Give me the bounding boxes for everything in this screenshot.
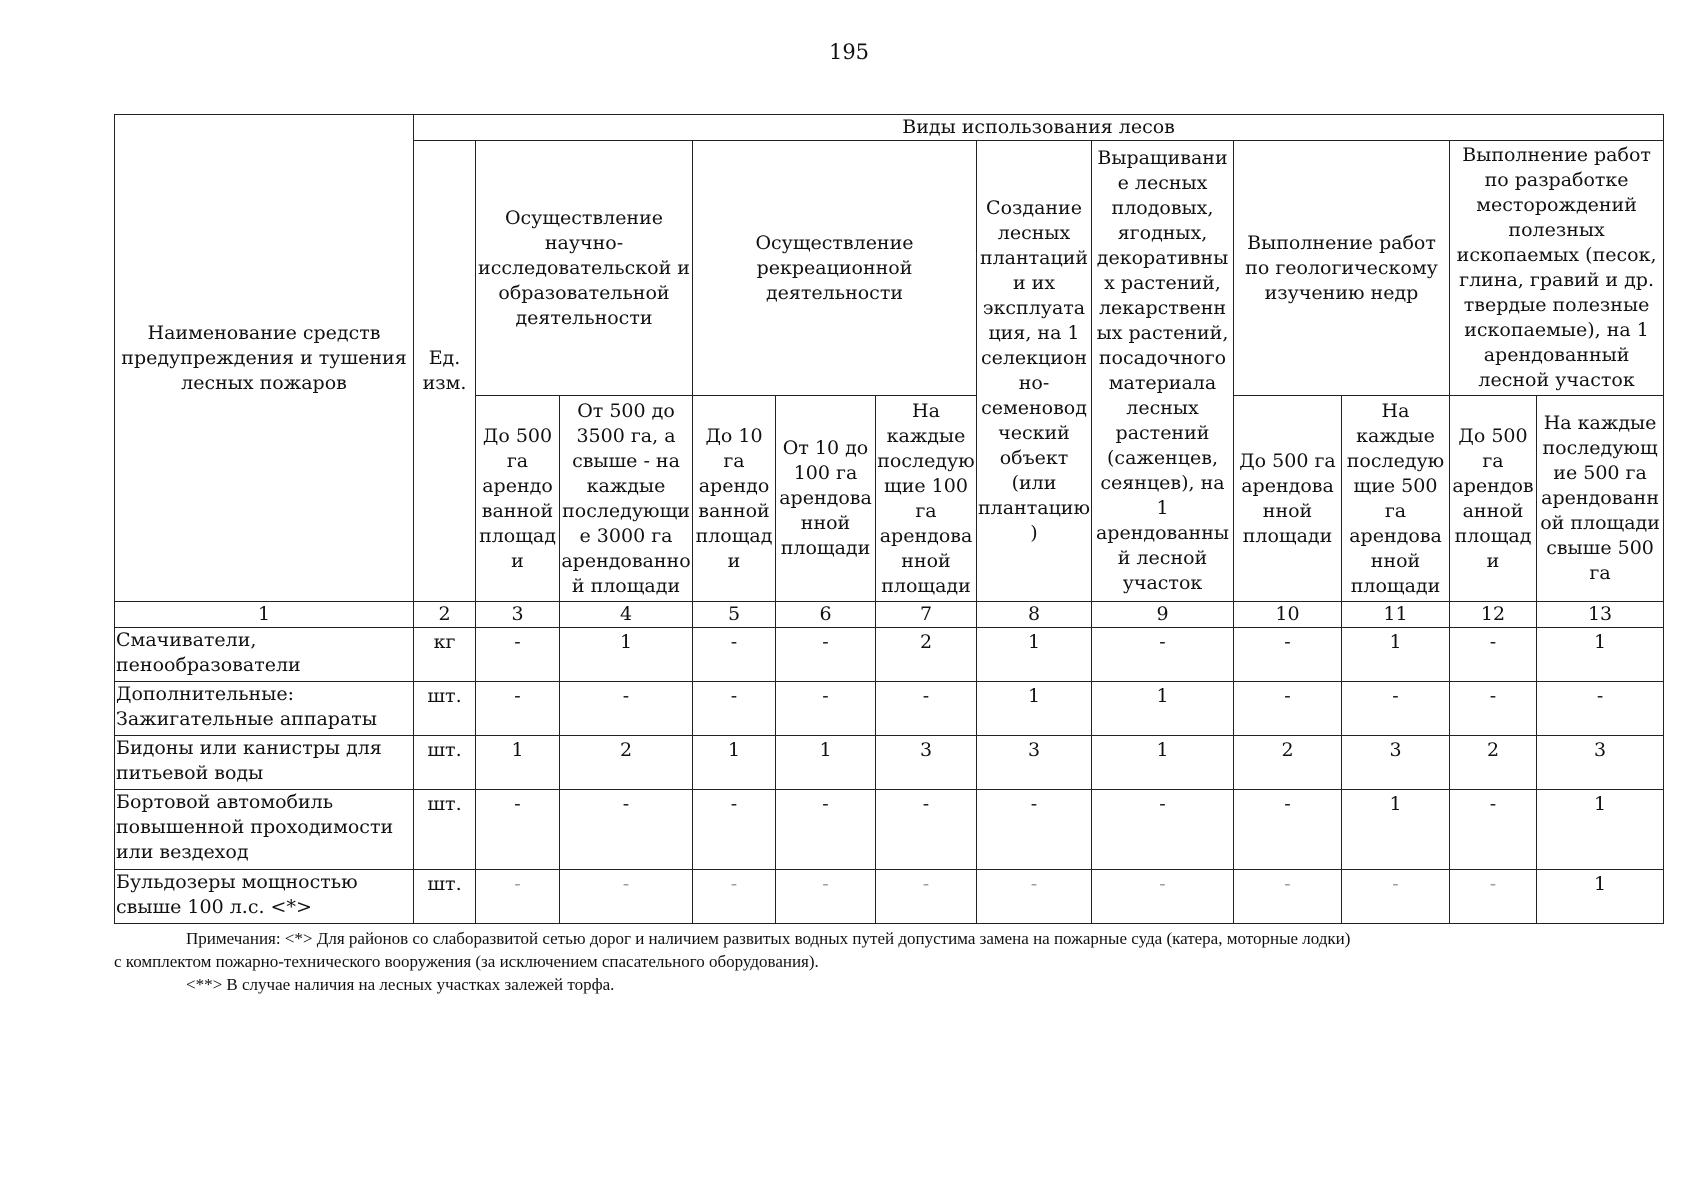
header-group-title: Виды использования лесов xyxy=(414,115,1664,141)
table-cell: - xyxy=(476,682,560,736)
table-cell: 1 xyxy=(776,736,876,790)
row-unit: шт. xyxy=(414,870,476,924)
table-cell: - xyxy=(776,790,876,870)
table-cell: - xyxy=(560,790,693,870)
column-number: 11 xyxy=(1342,602,1450,628)
table-cell: - xyxy=(560,682,693,736)
column-number: 12 xyxy=(1450,602,1537,628)
table-cell: 1 xyxy=(693,736,776,790)
row-name: Смачиватели, пенообразователи xyxy=(115,628,414,682)
table-cell: - xyxy=(876,790,977,870)
table-cell: - xyxy=(776,682,876,736)
table-cell: - xyxy=(1092,870,1234,924)
header-subcol: До 500 га арендованной площади xyxy=(476,396,560,602)
header-subcol: От 10 до 100 га арендованной площади xyxy=(776,396,876,602)
table-cell: 1 xyxy=(977,682,1092,736)
column-number: 8 xyxy=(977,602,1092,628)
table-cell: 3 xyxy=(1537,736,1664,790)
table-cell: - xyxy=(476,870,560,924)
table-cell: 3 xyxy=(1342,736,1450,790)
table-cell: 1 xyxy=(1537,870,1664,924)
header-subcol: От 500 до 3500 га, а свыше - на каждые последующие 3000 га арендованной площади xyxy=(560,396,693,602)
table-row xyxy=(115,870,1664,924)
column-number: 6 xyxy=(776,602,876,628)
table-cell: 1 xyxy=(1092,682,1234,736)
table-cell: - xyxy=(1342,870,1450,924)
column-number: 3 xyxy=(476,602,560,628)
table-cell: - xyxy=(977,870,1092,924)
header-col-unit: Ед. изм. xyxy=(414,141,476,602)
row-unit: кг xyxy=(414,628,476,682)
table-cell: 1 xyxy=(1537,790,1664,870)
table-cell: - xyxy=(1234,870,1342,924)
header-subcol: До 10 га арендованной площади xyxy=(693,396,776,602)
table-cell: - xyxy=(876,870,977,924)
table-cell: - xyxy=(1092,628,1234,682)
header-group-recreation: Осуществление рекреационной деятельности xyxy=(693,141,977,396)
notes-section xyxy=(114,927,1663,996)
table-row xyxy=(115,736,1664,790)
header-subcol: На каждые последующие 500 га арендованной площади свыше 500 га xyxy=(1537,396,1664,602)
table-cell: - xyxy=(1450,870,1537,924)
table-cell: 1 xyxy=(1342,628,1450,682)
table-cell: - xyxy=(476,628,560,682)
table-cell: - xyxy=(1092,790,1234,870)
table-cell: - xyxy=(1537,682,1664,736)
row-unit: шт. xyxy=(414,736,476,790)
table-row xyxy=(115,790,1664,870)
column-number: 1 xyxy=(115,602,414,628)
table-cell: 1 xyxy=(476,736,560,790)
column-number: 7 xyxy=(876,602,977,628)
table-row xyxy=(115,682,1664,736)
note-1-continuation: с комплектом пожарно-технического вооружения (за исключением спасательного оборудования). xyxy=(114,952,819,971)
header-group-mining: Выполнение работ по разработке месторождений полезных ископаемых (песок, глина, гравий и др. твердые полезные ископаемые), на 1 арендованный лесной участок xyxy=(1450,141,1664,396)
header-group-geology: Выполнение работ по геологическому изучению недр xyxy=(1234,141,1450,396)
note-2: <**> В случае наличия на лесных участках залежей торфа. xyxy=(186,975,615,994)
table-cell: 1 xyxy=(1342,790,1450,870)
row-unit: шт. xyxy=(414,790,476,870)
header-subcol: На каждые последующие 100 га арендованной площади xyxy=(876,396,977,602)
table-cell: - xyxy=(560,870,693,924)
table-cell: - xyxy=(977,790,1092,870)
column-number: 4 xyxy=(560,602,693,628)
header-subcol: До 500 га арендованной площади xyxy=(1450,396,1537,602)
table-cell: - xyxy=(693,870,776,924)
table-cell: - xyxy=(1342,682,1450,736)
row-name: Бульдозеры мощностью свыше 100 л.с. <*> xyxy=(115,870,414,924)
table-cell: - xyxy=(693,682,776,736)
table-cell: - xyxy=(776,628,876,682)
column-number: 9 xyxy=(1092,602,1234,628)
header-subcol: До 500 га арендованной площади xyxy=(1234,396,1342,602)
row-name: Дополнительные: Зажигательные аппараты xyxy=(115,682,414,736)
header-group-plantations: Создание лесных плантаций и их эксплуатация, на 1 селекционно-семеноводческий объект (или плантацию) xyxy=(977,141,1092,602)
table-cell: 1 xyxy=(977,628,1092,682)
header-group-research: Осуществление научно-исследовательской и образовательной деятельности xyxy=(476,141,693,396)
column-number: 5 xyxy=(693,602,776,628)
table-cell: 1 xyxy=(1537,628,1664,682)
table-cell: - xyxy=(1234,682,1342,736)
column-number: 2 xyxy=(414,602,476,628)
table-cell: 3 xyxy=(977,736,1092,790)
page-number: 195 xyxy=(828,40,870,64)
table-cell: - xyxy=(1234,790,1342,870)
row-name: Бортовой автомобиль повышенной проходимости или вездеход xyxy=(115,790,414,870)
column-number: 13 xyxy=(1537,602,1664,628)
forest-fire-equipment-table xyxy=(114,114,1664,924)
table-cell: - xyxy=(1450,682,1537,736)
row-name: Бидоны или канистры для питьевой воды xyxy=(115,736,414,790)
note-1: Примечания: <*> Для районов со слаборазвитой сетью дорог и наличием развитых водных путей допустима замена на пожарные суда (катера, моторные лодки) xyxy=(186,929,1351,948)
table-cell: - xyxy=(1234,628,1342,682)
column-number: 10 xyxy=(1234,602,1342,628)
table-cell: 2 xyxy=(1450,736,1537,790)
table-cell: 2 xyxy=(560,736,693,790)
table-cell: 1 xyxy=(1092,736,1234,790)
table-cell: 2 xyxy=(876,628,977,682)
table-row xyxy=(115,628,1664,682)
table-cell: - xyxy=(1450,790,1537,870)
table-cell: - xyxy=(476,790,560,870)
table-cell: 1 xyxy=(560,628,693,682)
row-unit: шт. xyxy=(414,682,476,736)
table-cell: - xyxy=(876,682,977,736)
table-cell: - xyxy=(693,790,776,870)
header-group-cultivation: Выращивание лесных плодовых, ягодных, декоративных растений, лекарственных растений, посадочного материала лесных растений (саженцев, сеянцев), на 1 арендованный лесной участок xyxy=(1092,141,1234,602)
header-subcol: На каждые последующие 500 га арендованной площади xyxy=(1342,396,1450,602)
table-cell: - xyxy=(693,628,776,682)
table-cell: - xyxy=(1450,628,1537,682)
table-cell: 3 xyxy=(876,736,977,790)
table-cell: - xyxy=(776,870,876,924)
table-cell: 2 xyxy=(1234,736,1342,790)
header-col-name: Наименование средств предупреждения и тушения лесных пожаров xyxy=(115,115,414,602)
